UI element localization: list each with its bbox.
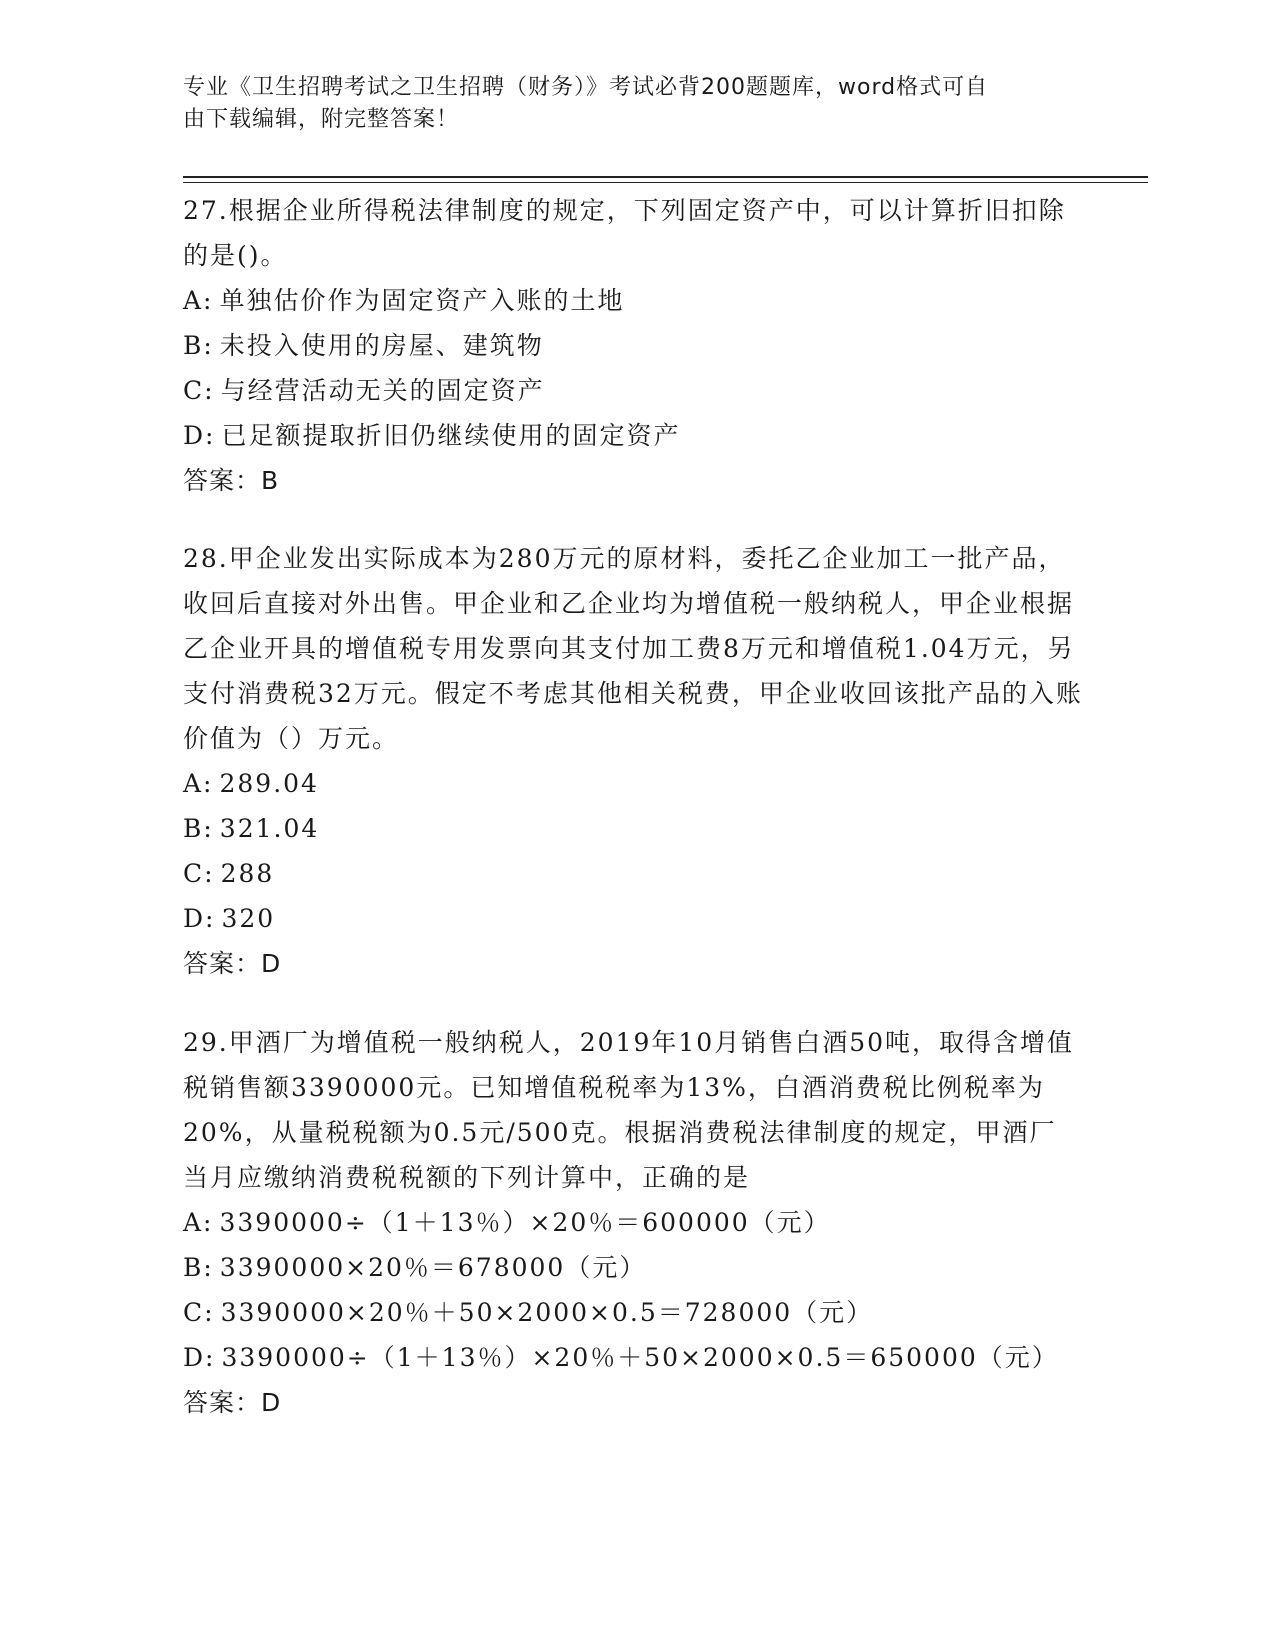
option-text: 未投入使用的房屋、建筑物 — [219, 331, 544, 360]
option-text: 320 — [221, 904, 276, 933]
header-line-1: 专业《卫生招聘考试之卫生招聘（财务）》考试必背200题题库，word格式可自 — [183, 75, 989, 100]
option-c — [183, 368, 1083, 413]
answer-line: 答案：D — [183, 1388, 282, 1417]
option-a — [183, 278, 1083, 323]
option-a — [183, 1200, 1083, 1245]
option-key: D: — [183, 421, 216, 450]
question-stem: 27.根据企业所得税法律制度的规定，下列固定资产中，可以计算折旧扣除的是()。 — [183, 196, 1066, 270]
option-key: B: — [183, 814, 214, 843]
option-b — [183, 1245, 1083, 1290]
option-b — [183, 806, 1083, 851]
option-text: 单独估价作为固定资产入账的土地 — [219, 286, 625, 315]
option-text: 289.04 — [219, 769, 319, 798]
option-text: 288 — [220, 859, 275, 888]
option-text: 与经营活动无关的固定资产 — [220, 376, 545, 405]
option-key: B: — [183, 1253, 214, 1282]
option-d — [183, 413, 1083, 458]
option-list — [183, 1200, 1083, 1380]
option-key: A: — [183, 286, 214, 315]
option-key: C: — [183, 859, 215, 888]
option-text: 3390000×20％＝678000（元） — [219, 1253, 647, 1282]
option-key: C: — [183, 376, 215, 405]
option-key: B: — [183, 331, 214, 360]
option-c — [183, 851, 1083, 896]
option-key: D: — [183, 1343, 216, 1372]
option-text: 3390000÷（1＋13％）×20％＝600000（元） — [219, 1208, 831, 1237]
option-key: D: — [183, 904, 216, 933]
option-b — [183, 323, 1083, 368]
question-28 — [183, 536, 1083, 986]
option-text: 已足额提取折旧仍继续使用的固定资产 — [221, 421, 681, 450]
option-list — [183, 278, 1083, 458]
question-stem: 29.甲酒厂为增值税一般纳税人，2019年10月销售白酒50吨，取得含增值税销售额3390000元。已知增值税税率为13%，白酒消费税比例税率为20%，从量税税额为0.5元/500克。根据消费税法律制度的规定，甲酒厂当月应缴纳消费税税额的下列计算中，正确的是 — [183, 1028, 1075, 1192]
answer-line: 答案：B — [183, 466, 280, 495]
option-text: 3390000÷（1＋13％）×20％＋50×2000×0.5＝650000（元） — [221, 1343, 1059, 1372]
option-a — [183, 761, 1083, 806]
option-list — [183, 761, 1083, 941]
option-key: A: — [183, 769, 214, 798]
question-27 — [183, 188, 1083, 503]
question-stem: 28.甲企业发出实际成本为280万元的原材料，委托乙企业加工一批产品，收回后直接对外出售。甲企业和乙企业均为增值税一般纳税人，甲企业根据乙企业开具的增值税专用发票向其支付加工费8万元和增值税1.04万元，另支付消费税32万元。假定不考虑其他相关税费，甲企业收回该批产品的入账价值为（）万元。 — [183, 544, 1083, 753]
answer-line: 答案：D — [183, 949, 282, 978]
option-d — [183, 896, 1083, 941]
option-text: 3390000×20％＋50×2000×0.5＝728000（元） — [220, 1298, 874, 1327]
document-header — [183, 72, 1063, 136]
header-divider-thin — [183, 182, 1148, 183]
header-divider-thick — [183, 176, 1148, 178]
header-line-2: 由下载编辑，附完整答案！ — [183, 107, 460, 132]
question-29 — [183, 1020, 1083, 1425]
option-c — [183, 1290, 1083, 1335]
option-key: C: — [183, 1298, 215, 1327]
option-key: A: — [183, 1208, 214, 1237]
option-d — [183, 1335, 1083, 1380]
option-text: 321.04 — [219, 814, 320, 843]
